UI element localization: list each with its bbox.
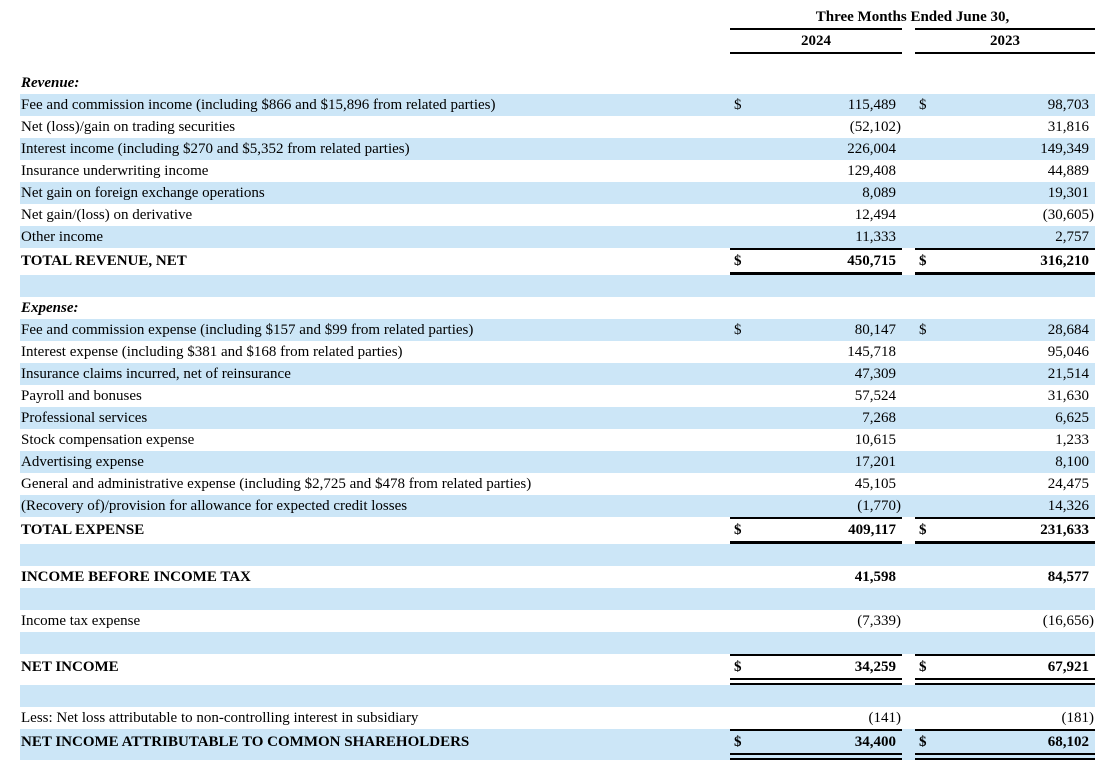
amount-cell-2023 bbox=[915, 138, 1095, 160]
row-label: Stock compensation expense bbox=[21, 432, 195, 448]
table-row bbox=[20, 407, 1095, 429]
column-gap bbox=[902, 385, 915, 407]
row-label: (Recovery of)/provision for allowance for expected credit losses bbox=[21, 498, 408, 514]
section-row bbox=[20, 297, 1095, 319]
value-2023: 316,210 bbox=[1040, 253, 1089, 269]
value-2024: (141) bbox=[868, 710, 901, 726]
amount-cell-2023 bbox=[915, 517, 1095, 544]
row-label: Insurance underwriting income bbox=[21, 163, 209, 179]
amount-cell-2023 bbox=[915, 473, 1095, 495]
amount-cell-2024 bbox=[730, 138, 902, 160]
column-gap bbox=[902, 341, 915, 363]
value-2023: 44,889 bbox=[1047, 163, 1089, 179]
amount-cell-2023 bbox=[915, 407, 1095, 429]
amount-cell-2024 bbox=[730, 517, 902, 544]
row-label: Fee and commission expense (including $157 and $99 from related parties) bbox=[21, 322, 474, 338]
value-2023: 149,349 bbox=[1040, 141, 1089, 157]
amount-cell-2023 bbox=[915, 451, 1095, 473]
row-label: NET INCOME ATTRIBUTABLE TO COMMON SHAREHOLDERS bbox=[21, 734, 470, 750]
row-label: Fee and commission income (including $866 and $15,896 from related parties) bbox=[21, 97, 496, 113]
amount-cell-2024 bbox=[730, 116, 902, 138]
column-gap bbox=[902, 204, 915, 226]
value-2023: 231,633 bbox=[1040, 522, 1089, 538]
value-2023: 14,326 bbox=[1047, 498, 1089, 514]
total-row bbox=[20, 566, 1095, 588]
dollar-sign: $ bbox=[919, 322, 927, 338]
amount-cell-2023 bbox=[915, 94, 1095, 116]
dollar-sign: $ bbox=[919, 97, 927, 113]
value-2023: 98,703 bbox=[1047, 97, 1089, 113]
row-label: Net gain/(loss) on derivative bbox=[21, 207, 193, 223]
dollar-sign: $ bbox=[919, 734, 927, 750]
spacer-row bbox=[20, 275, 1095, 297]
year-header-row bbox=[20, 28, 1095, 54]
column-gap bbox=[902, 610, 915, 632]
amount-cell-2024 bbox=[730, 429, 902, 451]
value-2024: 11,333 bbox=[855, 229, 896, 245]
amount-cell-2024 bbox=[730, 407, 902, 429]
row-label: Net gain on foreign exchange operations bbox=[21, 185, 265, 201]
value-2023: 31,816 bbox=[1047, 119, 1089, 135]
amount-cell-2024 bbox=[730, 341, 902, 363]
table-row bbox=[20, 138, 1095, 160]
amount-cell-2024 bbox=[730, 363, 902, 385]
amount-cell-2023 bbox=[915, 707, 1095, 729]
value-2024: 145,718 bbox=[847, 344, 896, 360]
column-gap bbox=[902, 495, 915, 517]
amount-cell-2024 bbox=[730, 319, 902, 341]
value-2024: 17,201 bbox=[854, 454, 896, 470]
table-row bbox=[20, 204, 1095, 226]
column-gap bbox=[902, 517, 915, 544]
row-label: TOTAL REVENUE, NET bbox=[21, 253, 187, 269]
table-row bbox=[20, 182, 1095, 204]
value-2024: 115,489 bbox=[847, 97, 896, 113]
value-2024: 47,309 bbox=[854, 366, 896, 382]
row-label: Income tax expense bbox=[21, 613, 141, 629]
spacer-row bbox=[20, 544, 1095, 566]
value-2024: (7,339) bbox=[857, 613, 901, 629]
row-label: Less: Net loss attributable to non-controlling interest in subsidiary bbox=[21, 710, 419, 726]
value-2024: 34,400 bbox=[854, 734, 896, 750]
amount-cell-2024 bbox=[730, 451, 902, 473]
value-2023: 19,301 bbox=[1047, 185, 1089, 201]
dollar-sign: $ bbox=[919, 253, 927, 269]
total-row bbox=[20, 654, 1095, 685]
amount-cell-2024 bbox=[730, 495, 902, 517]
dollar-sign: $ bbox=[919, 522, 927, 538]
row-label: Expense: bbox=[21, 300, 79, 316]
amount-cell-2024 bbox=[730, 248, 902, 275]
table-row bbox=[20, 385, 1095, 407]
column-gap bbox=[902, 429, 915, 451]
column-gap bbox=[902, 707, 915, 729]
total-row bbox=[20, 517, 1095, 544]
year-column-2023: 2023 bbox=[915, 28, 1095, 54]
table-row bbox=[20, 473, 1095, 495]
value-2023: 31,630 bbox=[1047, 388, 1089, 404]
table-row bbox=[20, 451, 1095, 473]
table-row bbox=[20, 429, 1095, 451]
value-2023: 21,514 bbox=[1047, 366, 1089, 382]
column-gap bbox=[902, 94, 915, 116]
total-row bbox=[20, 729, 1095, 760]
amount-cell-2024 bbox=[730, 385, 902, 407]
value-2024: 226,004 bbox=[847, 141, 896, 157]
amount-cell-2023 bbox=[915, 729, 1095, 760]
value-2023: 28,684 bbox=[1047, 322, 1089, 338]
amount-cell-2024 bbox=[730, 473, 902, 495]
amount-cell-2024 bbox=[730, 566, 902, 588]
amount-cell-2023 bbox=[915, 248, 1095, 275]
column-gap bbox=[902, 407, 915, 429]
value-2024: (52,102) bbox=[849, 119, 901, 135]
row-label: Net (loss)/gain on trading securities bbox=[21, 119, 236, 135]
table-row bbox=[20, 94, 1095, 116]
column-gap bbox=[902, 116, 915, 138]
column-gap bbox=[902, 363, 915, 385]
amount-cell-2023 bbox=[915, 363, 1095, 385]
dollar-sign: $ bbox=[734, 522, 742, 538]
column-gap bbox=[902, 248, 915, 275]
amount-cell-2023 bbox=[915, 385, 1095, 407]
value-2023: (16,656) bbox=[1042, 613, 1094, 629]
value-2023: (30,605) bbox=[1042, 207, 1094, 223]
amount-cell-2023 bbox=[915, 654, 1095, 685]
column-gap bbox=[902, 226, 915, 248]
value-2023: 95,046 bbox=[1047, 344, 1089, 360]
dollar-sign: $ bbox=[734, 97, 742, 113]
amount-cell-2024 bbox=[730, 610, 902, 632]
value-2023: 68,102 bbox=[1047, 734, 1089, 750]
row-label: TOTAL EXPENSE bbox=[21, 522, 145, 538]
amount-cell-2024 bbox=[730, 707, 902, 729]
column-gap bbox=[902, 138, 915, 160]
amount-cell-2024 bbox=[730, 182, 902, 204]
dollar-sign: $ bbox=[734, 659, 742, 675]
amount-cell-2023 bbox=[915, 226, 1095, 248]
dollar-sign: $ bbox=[734, 253, 742, 269]
value-2023: 24,475 bbox=[1047, 476, 1089, 492]
row-label: Insurance claims incurred, net of reinsurance bbox=[21, 366, 291, 382]
amount-cell-2023 bbox=[915, 566, 1095, 588]
row-label: NET INCOME bbox=[21, 659, 119, 675]
value-2023: 8,100 bbox=[1055, 454, 1089, 470]
value-2024: 45,105 bbox=[854, 476, 896, 492]
value-2024: 34,259 bbox=[854, 659, 896, 675]
period-header bbox=[20, 6, 1095, 28]
value-2024: 80,147 bbox=[854, 322, 896, 338]
amount-cell-2024 bbox=[730, 654, 902, 685]
value-2024: 129,408 bbox=[847, 163, 896, 179]
year-column-2024: 2024 bbox=[730, 28, 902, 54]
spacer-row bbox=[20, 588, 1095, 610]
table-row bbox=[20, 226, 1095, 248]
column-gap bbox=[902, 473, 915, 495]
amount-cell-2023 bbox=[915, 182, 1095, 204]
header-left-spacer bbox=[20, 28, 730, 54]
total-row bbox=[20, 248, 1095, 275]
table-row bbox=[20, 341, 1095, 363]
amount-cell-2023 bbox=[915, 341, 1095, 363]
column-gap bbox=[902, 566, 915, 588]
dollar-sign: $ bbox=[734, 322, 742, 338]
value-2023: 2,757 bbox=[1055, 229, 1089, 245]
amount-cell-2023 bbox=[915, 116, 1095, 138]
amount-cell-2023 bbox=[915, 610, 1095, 632]
table-row bbox=[20, 707, 1095, 729]
value-2024: 57,524 bbox=[854, 388, 896, 404]
row-label: Professional services bbox=[21, 410, 148, 426]
amount-cell-2024 bbox=[730, 729, 902, 760]
amount-cell-2023 bbox=[915, 319, 1095, 341]
table-row bbox=[20, 116, 1095, 138]
row-label: Interest expense (including $381 and $168 from related parties) bbox=[21, 344, 403, 360]
amount-cell-2024 bbox=[730, 94, 902, 116]
table-row bbox=[20, 160, 1095, 182]
amount-cell-2024 bbox=[730, 160, 902, 182]
table-row bbox=[20, 363, 1095, 385]
amount-cell-2024 bbox=[730, 226, 902, 248]
row-label: INCOME BEFORE INCOME TAX bbox=[21, 569, 251, 585]
income-statement-rows bbox=[20, 72, 1095, 760]
value-2023: 6,625 bbox=[1055, 410, 1089, 426]
column-gap bbox=[902, 729, 915, 760]
column-gap bbox=[902, 654, 915, 685]
table-row bbox=[20, 610, 1095, 632]
amount-cell-2023 bbox=[915, 160, 1095, 182]
value-2023: 67,921 bbox=[1047, 659, 1089, 675]
column-gap bbox=[902, 28, 915, 54]
header-body-spacer bbox=[20, 54, 1095, 72]
dollar-sign: $ bbox=[734, 734, 742, 750]
spacer-row bbox=[20, 632, 1095, 654]
value-2024: 7,268 bbox=[862, 410, 896, 426]
column-gap bbox=[902, 319, 915, 341]
row-label: Revenue: bbox=[21, 75, 80, 91]
table-row bbox=[20, 495, 1095, 517]
row-label: Advertising expense bbox=[21, 454, 144, 470]
value-2023: 1,233 bbox=[1055, 432, 1089, 448]
value-2023: 84,577 bbox=[1047, 569, 1089, 585]
value-2024: 8,089 bbox=[862, 185, 896, 201]
amount-cell-2023 bbox=[915, 429, 1095, 451]
value-2024: 450,715 bbox=[847, 253, 896, 269]
amount-cell-2023 bbox=[915, 495, 1095, 517]
value-2024: 10,615 bbox=[854, 432, 896, 448]
table-row bbox=[20, 319, 1095, 341]
dollar-sign: $ bbox=[919, 659, 927, 675]
row-label: Payroll and bonuses bbox=[21, 388, 142, 404]
value-2023: (181) bbox=[1061, 710, 1094, 726]
spacer-row bbox=[20, 685, 1095, 707]
amount-cell-2023 bbox=[915, 204, 1095, 226]
value-2024: 12,494 bbox=[854, 207, 896, 223]
row-label: Other income bbox=[21, 229, 104, 245]
section-row bbox=[20, 72, 1095, 94]
row-label: Interest income (including $270 and $5,352 from related parties) bbox=[21, 141, 410, 157]
header-left-spacer bbox=[20, 6, 730, 28]
value-2024: (1,770) bbox=[857, 498, 901, 514]
value-2024: 409,117 bbox=[848, 522, 896, 538]
row-label: General and administrative expense (including $2,725 and $478 from related parties) bbox=[21, 476, 532, 492]
amount-cell-2024 bbox=[730, 204, 902, 226]
column-gap bbox=[902, 160, 915, 182]
period-caption: Three Months Ended June 30, bbox=[815, 9, 1010, 25]
column-gap bbox=[902, 451, 915, 473]
column-gap bbox=[902, 182, 915, 204]
value-2024: 41,598 bbox=[854, 569, 896, 585]
